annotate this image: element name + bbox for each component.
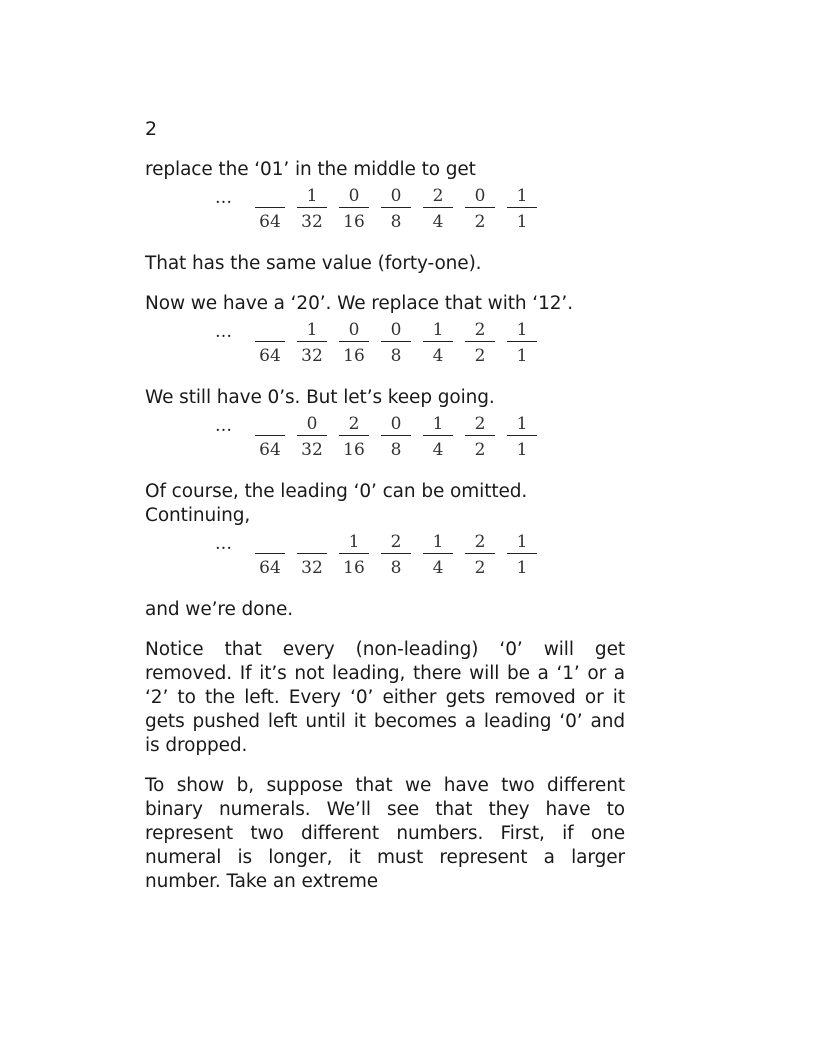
place-value: 2	[474, 558, 486, 578]
digit	[255, 320, 285, 340]
digit: 0	[306, 414, 318, 434]
place-value: 4	[432, 212, 444, 232]
place-value: 1	[516, 440, 528, 460]
numeral-slot	[381, 320, 411, 367]
digit: 1	[432, 414, 444, 434]
numeral-display-3	[215, 414, 625, 470]
place-value: 64	[259, 558, 281, 578]
numeral-slot	[255, 186, 285, 233]
place-value: 1	[516, 558, 528, 578]
paragraph-5: Of course, the leading ‘0’ can be omitted. Continuing,	[145, 481, 528, 526]
numeral-slot	[507, 414, 537, 461]
digit: 1	[432, 320, 444, 340]
digit: 0	[474, 186, 486, 206]
place-value: 64	[259, 440, 281, 460]
place-value: 32	[301, 440, 323, 460]
place-value: 16	[343, 212, 365, 232]
digit: 0	[390, 320, 402, 340]
digit: 0	[390, 186, 402, 206]
place-value: 4	[432, 440, 444, 460]
digit	[255, 532, 285, 552]
place-value: 8	[390, 346, 402, 366]
numeral-slot	[381, 532, 411, 579]
place-value: 16	[343, 346, 365, 366]
paragraph-2: That has the same value (forty-one).	[145, 253, 482, 274]
place-value: 64	[259, 346, 281, 366]
place-value: 2	[474, 212, 486, 232]
digit	[255, 414, 285, 434]
digit: 2	[348, 414, 360, 434]
numeral-slot	[297, 414, 327, 461]
place-value: 8	[390, 440, 402, 460]
place-value: 8	[390, 212, 402, 232]
place-value: 64	[259, 212, 281, 232]
numeral-slot	[339, 414, 369, 461]
ellipsis: …	[215, 322, 234, 342]
numeral-slot	[255, 532, 285, 579]
paragraph-6: and we’re done.	[145, 599, 294, 620]
place-value: 2	[474, 346, 486, 366]
digit: 0	[348, 186, 360, 206]
ellipsis: …	[215, 188, 234, 208]
numeral-display-2	[215, 320, 625, 376]
digit	[297, 532, 327, 552]
place-value: 16	[343, 440, 365, 460]
numeral-slot	[381, 414, 411, 461]
digit: 1	[516, 532, 528, 552]
numeral-slot	[339, 320, 369, 367]
numeral-slot	[381, 186, 411, 233]
digit: 2	[390, 532, 402, 552]
digit: 2	[474, 414, 486, 434]
place-value: 4	[432, 558, 444, 578]
numeral-slot	[465, 320, 495, 367]
digit: 1	[306, 186, 318, 206]
place-value: 1	[516, 346, 528, 366]
page-number: 2	[145, 118, 158, 140]
numeral-slot	[255, 414, 285, 461]
numeral-slot	[423, 414, 453, 461]
digit: 1	[306, 320, 318, 340]
digit: 1	[516, 320, 528, 340]
numeral-slot	[465, 414, 495, 461]
numeral-slot	[465, 186, 495, 233]
digit: 2	[432, 186, 444, 206]
digit: 1	[348, 532, 360, 552]
place-value: 1	[516, 212, 528, 232]
digit: 0	[348, 320, 360, 340]
place-value: 8	[390, 558, 402, 578]
paragraph-3: Now we have a ‘20’. We replace that with ‘12’.	[145, 293, 573, 314]
numeral-slot	[339, 186, 369, 233]
numeral-slot	[423, 320, 453, 367]
numeral-slot	[507, 320, 537, 367]
numeral-display-1	[215, 186, 625, 242]
numeral-slot	[423, 186, 453, 233]
place-value: 32	[301, 558, 323, 578]
numeral-slot	[465, 532, 495, 579]
place-value: 16	[343, 558, 365, 578]
numeral-slot	[297, 320, 327, 367]
digit: 1	[516, 414, 528, 434]
numeral-slot	[297, 532, 327, 579]
place-value: 32	[301, 346, 323, 366]
paragraph-1: replace the ‘01’ in the middle to get	[145, 159, 476, 180]
place-value: 2	[474, 440, 486, 460]
digit: 0	[390, 414, 402, 434]
paragraph-4: We still have 0’s. But let’s keep going.	[145, 387, 495, 408]
numeral-slot	[255, 320, 285, 367]
numeral-slot	[507, 186, 537, 233]
numeral-slot	[339, 532, 369, 579]
digit: 2	[474, 320, 486, 340]
numeral-slot	[297, 186, 327, 233]
ellipsis: …	[215, 416, 234, 436]
numeral-slot	[423, 532, 453, 579]
page-content	[145, 118, 625, 894]
digit: 1	[516, 186, 528, 206]
paragraph-7: Notice that every (non-leading) ‘0’ will get removed. If it’s not leading, there will be a ‘1’ or a ‘2’ to the left. Every ‘0’ either gets removed or it gets pushed left until it becomes a leading ‘0’ and is dropped.	[145, 639, 625, 756]
place-value: 32	[301, 212, 323, 232]
digit: 1	[432, 532, 444, 552]
ellipsis: …	[215, 534, 234, 554]
digit	[255, 186, 285, 206]
place-value: 4	[432, 346, 444, 366]
numeral-display-4	[215, 532, 625, 588]
paragraph-8: To show b, suppose that we have two different binary numerals. We’ll see that they have to represent two different numbers. First, if one numeral is longer, it must represent a larger number. Take an extreme	[145, 775, 625, 892]
digit: 2	[474, 532, 486, 552]
numeral-slot	[507, 532, 537, 579]
